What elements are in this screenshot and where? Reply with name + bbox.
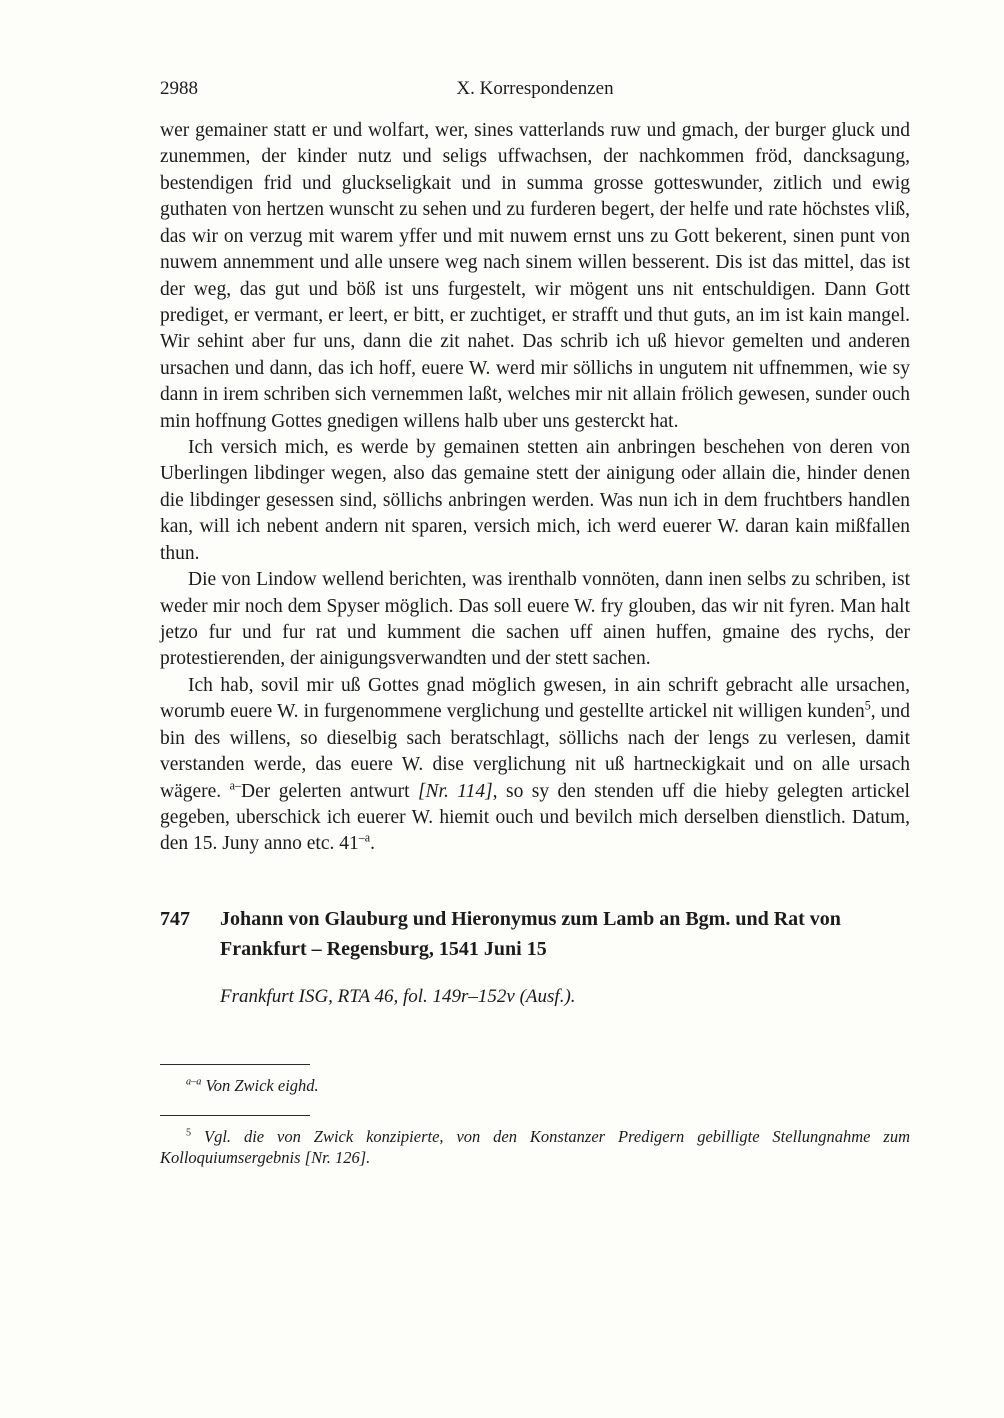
entry-title: Johann von Glauburg und Hieronymus zum Lamb an Bgm. und Rat von Frankfurt – Regensburg, 1541 Juni 15 <box>220 907 841 960</box>
footnotes-section <box>160 1064 910 1169</box>
body-paragraph-3: Die von Lindow wellend berichten, was irenthalb vonnöten, dann inen selbs zu schriben, ist weder mir noch dem Spyser möglich. Das soll euere W. fry glouben, das wir nit fyren. Man halt jetzo fur und fur rat und kumment die sachen uff ainen huffen, gmaine des rychs, der protestierenden, der ainigungsverwandten und der stett sachen. <box>160 569 910 670</box>
footnote-rule <box>160 1115 310 1116</box>
commentary-footnote-block <box>160 1115 910 1170</box>
source-citation: Frankfurt ISG, RTA 46, fol. 149r–152v (Ausf.). <box>220 985 576 1007</box>
commentary-footnote: $^5$ Vgl. die von Zwick konzipierte, von den Konstanzer Predigern gebilligte Stellungnahme zum Kolloquiumsergebnis [Nr. 126]. <box>160 1126 910 1168</box>
page-number: 2988 <box>160 78 198 99</box>
page-header <box>160 78 910 104</box>
footnote-rule <box>160 1064 310 1065</box>
body-paragraph-2: Ich versich mich, es werde by gemainen stetten ain anbringen beschehen von deren von Uberlingen libdinger wegen, also das gemaine stett der ainigung oder allain die, hinder denen die libdinger gesessen sind, söllichs anbringen werden. Was nun ich in dem fruchtbers handlen kan, will ich nebent andern nit sparen, versich mich, ich werd euerer W. daran kain mißfallen thun. <box>160 437 910 564</box>
body-paragraph-1: wer gemainer statt er und wolfart, wer, sines vatterlands ruw und gmach, der burger gluck und zunemmen, der kinder nutz und seligs uffwachsen, der nachkommen fröd, dancksagung, bestendigen frid und gluckseligkait und in summa grosse gotteswunder, zitlich und ewig guthaten von hertzen wunscht zu sehen und zu furderen begert, der helfe und rate höchstes vliß, das wir on verzug mit warem yffer und mit nuwem ernst uns zu Gott bekerent, sinen punt von nuwem annemment und alle unsere weg nach sinem willen besserent. Dis ist das mittel, das ist der weg, das gut und böß ist uns furgestelt, wir mögent uns nit entschuldigen. Dann Gott prediget, er vermant, er leert, er bitt, er zuchtiget, er strafft und thut guts, an im ist kain mangel. Wir sehint aber fur uns, dann die zit nahet. Das schrib ich uß hievor gemelten und anderen ursachen und dann, das ich hoff, euere W. werd mir söllichs in ungutem nit uffnemmen, wie sy dann in irem schriben sich vernemmen laßt, welches mir nit allain frölich gewesen, sunder ouch min hoffnung Gottes gnedigen willens halb uber uns gesterckt hat. <box>160 120 910 432</box>
apparatus-footnote-block <box>160 1064 910 1097</box>
entry-heading <box>160 904 910 964</box>
running-title: X. Korrespondenzen <box>456 78 614 99</box>
body-paragraph-4: Ich hab, sovil mir uß Gottes gnad möglich gwesen, in ain schrift gebracht alle ursachen, worumb euere W. in furgenommene verglichung und gestellte artickel nit willigen kunden$^5$, und bin des willens, so dieselbig sach beratschlagt, söllichs nach der lengs zu verlesen, damit verstanden werde, das euere W. dise verglichung nit uß hartneckigkait und on alle ursach wägere. $^{a-}$Der gelerten antwurt [Nr. 114], so sy den stenden uff die hieby gelegten artickel gegeben, uberschick ich euerer W. hiemit ouch und bevilch mich derselben dienstlich. Datum, den 15. Juny anno etc. $41^{-a}$. <box>160 674 910 855</box>
text-block <box>160 118 910 1169</box>
apparatus-footnote: $^{a-a}$ Von Zwick eighd. <box>186 1075 319 1095</box>
entry-number: 747 <box>160 907 190 930</box>
